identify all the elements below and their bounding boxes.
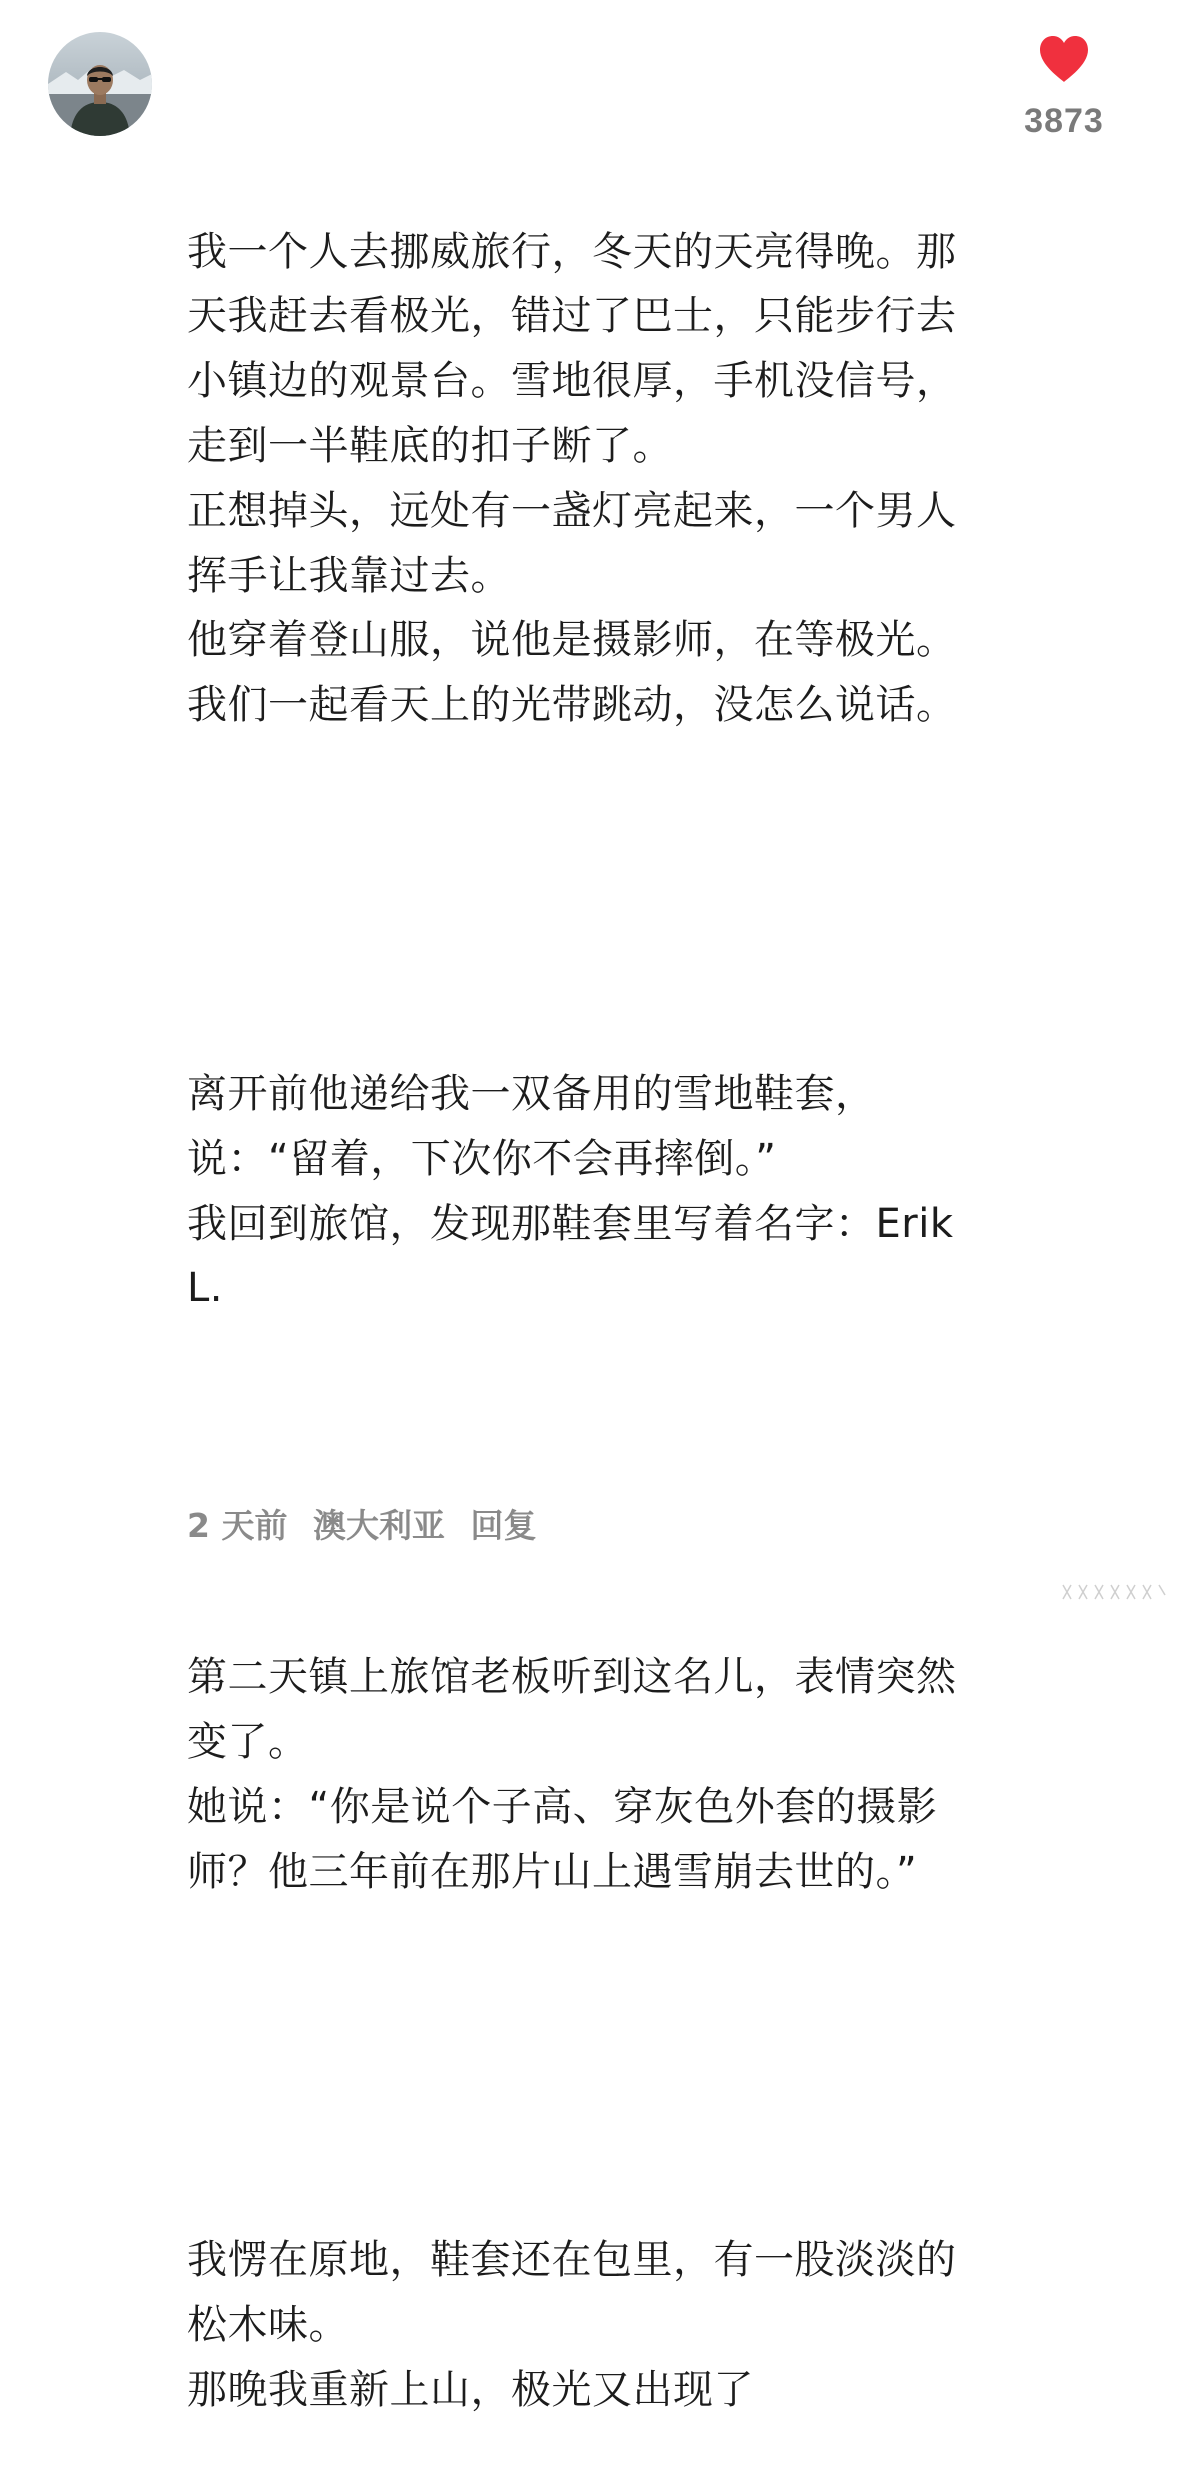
avatar-image: [48, 32, 152, 136]
comment-paragraph-spacer: [187, 868, 967, 933]
timestamp: 2 天前: [187, 1506, 288, 1545]
comment-paragraph-2: 离开前他递给我一双备用的雪地鞋套，说：“留着，下次你不会再摔倒。” 我回到旅馆，发现那鞋套里写着名字：Erik L.: [187, 1070, 954, 1312]
comment-paragraph-3: 第二天镇上旅馆老板听到这名儿，表情突然变了。 她说：“你是说个子高、穿灰色外套的摄影师？他三年前在那片山上遇雪崩去世的。”: [187, 1654, 957, 1895]
location-label: 澳大利亚: [312, 1506, 445, 1545]
reply-button[interactable]: 回复: [470, 1506, 537, 1545]
comment-text: [187, 90, 967, 2487]
like-count: 3873: [1024, 102, 1104, 140]
comment-paragraph-spacer: [187, 2034, 967, 2099]
heart-icon[interactable]: [1037, 34, 1091, 84]
comment-paragraph-4: 我愣在原地，鞋套还在包里，有一股淡淡的松木味。 那晚我重新上山，极光又出现了: [187, 2237, 957, 2413]
comment-meta: [187, 1500, 550, 1547]
comment-paragraph-1: 我一个人去挪威旅行，冬天的天亮得晚。那天我赶去看极光，错过了巴士，只能步行去小镇边的观景台。雪地很厚，手机没信号，走到一半鞋底的扣子断了。 正想掉头，远处有一盏灯亮起来，一个男人挥手让我靠过去。 他穿着登山服，说他是摄影师，在等极光。我们一起看天上的光带跳动，没怎么说话。: [187, 228, 957, 729]
avatar[interactable]: [48, 32, 152, 136]
like-button[interactable]: [1020, 34, 1108, 141]
watermark-graphic: [1059, 1581, 1169, 1603]
watermark: [1059, 1581, 1169, 1603]
